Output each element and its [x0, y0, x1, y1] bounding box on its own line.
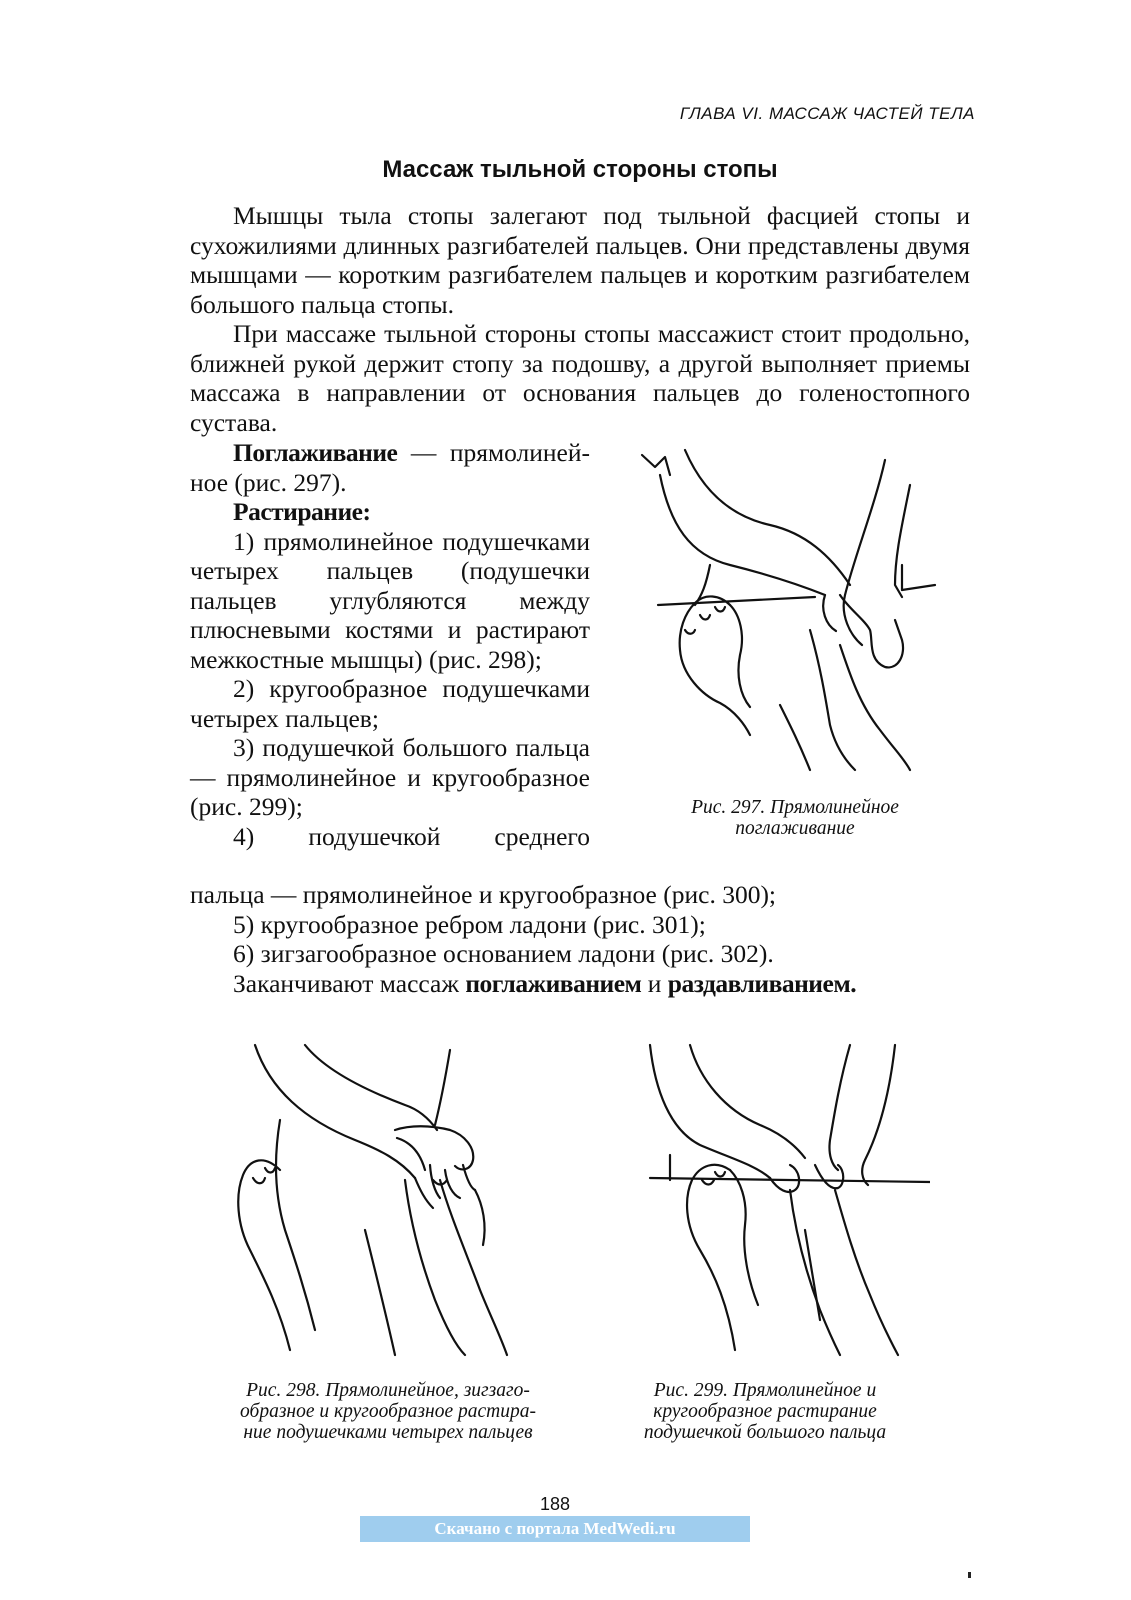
running-header: ГЛАВА VI. МАССАЖ ЧАСТЕЙ ТЕЛА	[679, 104, 975, 123]
figure-299-caption-line-3: подушечкой большого пальца	[643, 1422, 887, 1443]
finish-term-stroking: поглаживанием	[465, 968, 642, 998]
figure-297-illustration	[640, 445, 940, 775]
download-watermark: Скачано с портала MedWedi.ru	[360, 1516, 750, 1542]
rubbing-item-4-end: пальца — прямолинейное и кругообразное (рис. 300);	[190, 880, 777, 909]
figure-298-caption-line-1: Рис. 298. Прямолинейное, зигзаго-	[246, 1380, 530, 1401]
rubbing-term: Растирание:	[233, 497, 371, 526]
figure-298-caption-line-2: образное и кругообразное растира-	[240, 1401, 536, 1422]
section-title: Массаж тыльной стороны стопы	[382, 156, 778, 183]
rubbing-item-6: 6) зигзагообразное основанием ладони (рис. 302).	[233, 939, 774, 968]
finish-paragraph	[190, 969, 970, 999]
scan-speck	[968, 1572, 971, 1578]
figure-299-caption-line-2: кругообразное растирание	[653, 1401, 877, 1422]
finish-and: и	[641, 968, 668, 998]
figure-299-caption-line-1: Рис. 299. Прямолинейное и	[653, 1380, 877, 1401]
intro-paragraph-2: При массаже тыльной стороны стопы массажист стоит продольно, ближней рукой держит стопу за подошву, а другой выполняет приемы массажа в направлении от основания пальцев до голеностопного сустава.	[190, 319, 970, 437]
finish-term-squeezing: раздавливанием.	[667, 968, 857, 998]
rubbing-item-1: 1) прямолинейное подушечками четырех пальцев (подушечки пальцев углубляются между плюсневыми костями и растирают межкостные мышцы) (рис. 298);	[190, 526, 590, 674]
figure-297-caption-line-2: поглаживание	[735, 818, 855, 839]
stroking-term: Поглаживание	[233, 438, 398, 467]
rubbing-heading	[190, 497, 590, 527]
stroking-text: — прямолинейное (рис. 297).	[190, 438, 590, 497]
finish-text: Заканчивают массаж	[233, 968, 466, 998]
techniques-continued	[190, 880, 970, 998]
figure-297-caption	[640, 797, 950, 839]
page-number: 188	[539, 1494, 571, 1514]
rubbing-item-4-start: 4) подушечкой среднего	[233, 821, 590, 851]
rubbing-item-3: 3) подушечкой большого пальца — прямолинейное и кругообразное (рис. 299);	[190, 733, 590, 821]
intro-text	[190, 201, 970, 437]
figure-299-caption	[605, 1380, 925, 1443]
figure-298-caption-line-3: ние подушечками четырех пальцев	[243, 1422, 533, 1443]
techniques-column	[190, 438, 590, 851]
rubbing-item-5: 5) кругообразное ребром ладони (рис. 301);	[233, 909, 706, 939]
stroking-paragraph	[190, 438, 590, 497]
figure-299-illustration	[640, 1030, 930, 1360]
figure-297-caption-line-1: Рис. 297. Прямолинейное	[691, 797, 899, 818]
figure-298-caption	[183, 1380, 593, 1443]
figure-298-illustration	[225, 1030, 525, 1360]
intro-paragraph-1: Мышцы тыла стопы залегают под тыльной фасцией стопы и сухожилиями длинных разгибателей пальцев. Они представлены двумя мышцами — коротким разгибателем пальцев и коротким разгибателем большого пальца стопы.	[190, 201, 970, 319]
rubbing-item-2: 2) кругообразное подушечками четырех пальцев;	[190, 674, 590, 733]
